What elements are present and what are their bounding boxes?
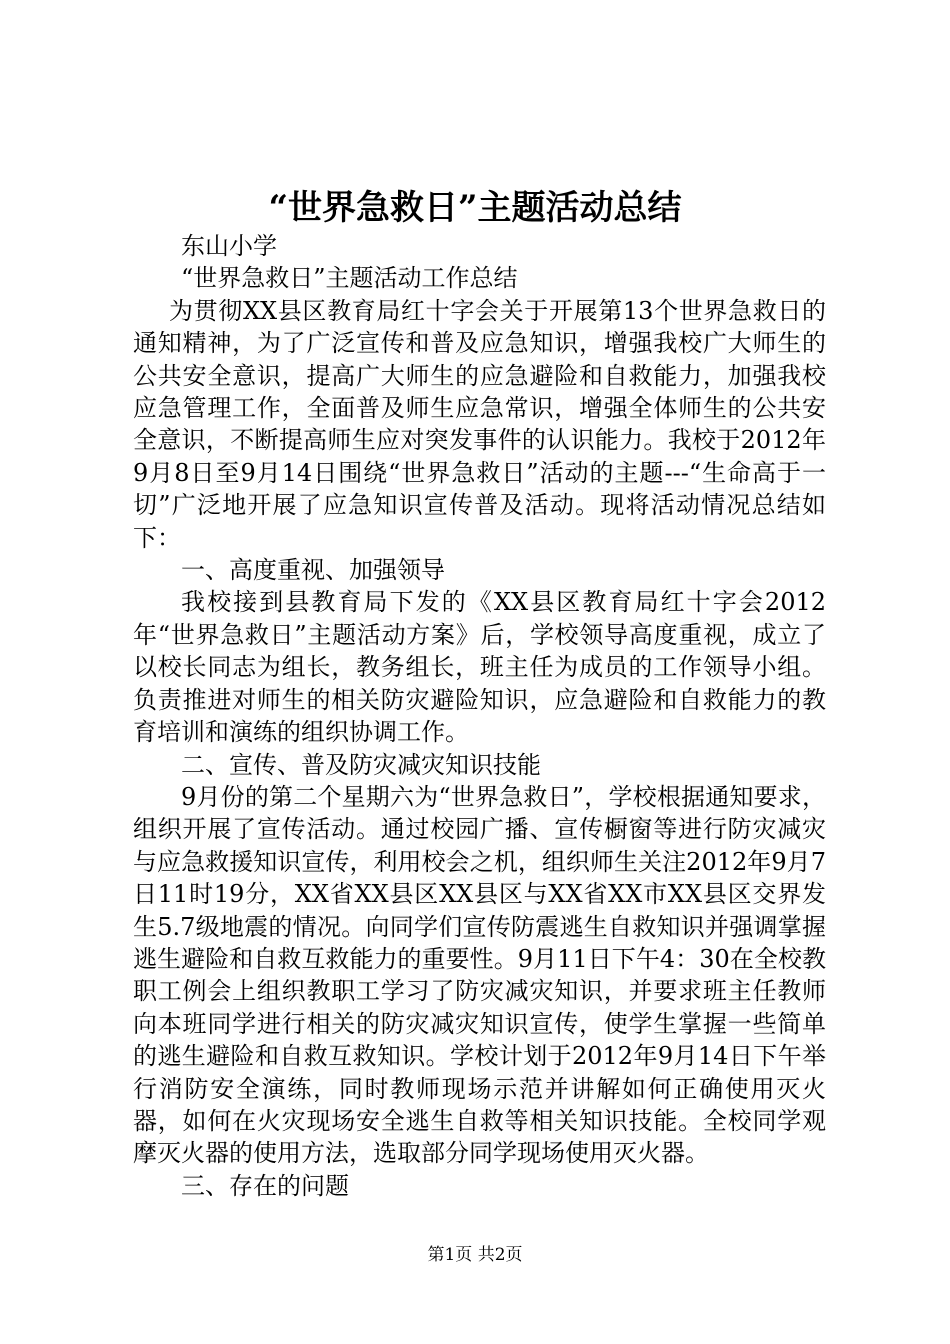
section-1-paragraph: 我校接到县教育局下发的《XX县区教育局红十字会2012年“世界急救日”主题活动方案》后，学校领导高度重视，成立了以校长同志为组长，教务组长，班主任为成员的工作领导小组。负责推进对师生的相关防灾避险知识，应急避险和自救能力的教育培训和演练的组织协调工作。 (133, 588, 826, 747)
section-2-paragraph: 9月份的第二个星期六为“世界急救日”，学校根据通知要求，组织开展了宣传活动。通过校园广播、宣传橱窗等进行防灾减灾与应急救援知识宣传，利用校会之机，组织师生关注2012年9月7日11时19分，XX省XX县区XX县区与XX省XX市XX县区交界发生5.7级地震的情况。向同学们宣传防震逃生自救知识并强调掌握逃生避险和自救互救能力的重要性。9月11日下午4：30在全校教职工例会上组织教职工学习了防灾减灾知识，并要求班主任教师向本班同学进行相关的防灾减灾知识宣传，使学生掌握一些简单的逃生避险和自救互救知识。学校计划于2012年9月14日下午举行消防安全演练，同时教师现场示范并讲解如何正确使用灭火器，如何在火灾现场安全逃生自救等相关知识技能。全校同学观摩灭火器的使用方法，选取部分同学现场使用灭火器。 (133, 782, 826, 1168)
document-title: “世界急救日”主题活动总结 (268, 188, 682, 228)
school-name: 东山小学 (181, 232, 277, 260)
document-body (133, 230, 826, 1202)
intro-paragraph: 为贯彻XX县区教育局红十字会关于开展第13个世界急救日的通知精神，为了广泛宣传和普及应急知识，增强我校广大师生的公共安全意识，提高广大师生的应急避险和自救能力，加强我校应急管理工作，全面普及师生应急常识，增强全体师生的公共安全意识，不断提高师生应对突发事件的认识能力。我校于2012年9月8日至9月14日围绕“世界急救日”活动的主题---“生命高于一切”广泛地开展了应急知识宣传普及活动。现将活动情况总结如下： (133, 296, 826, 552)
section-heading-3: 三、存在的问题 (181, 1171, 349, 1200)
section-heading-2: 二、宣传、普及防灾减灾知识技能 (181, 750, 541, 779)
report-subtitle: “世界急救日”主题活动工作总结 (181, 264, 518, 293)
section-heading-1: 一、高度重视、加强领导 (181, 556, 445, 585)
page-footer: 第1页 共2页 (427, 1245, 523, 1265)
